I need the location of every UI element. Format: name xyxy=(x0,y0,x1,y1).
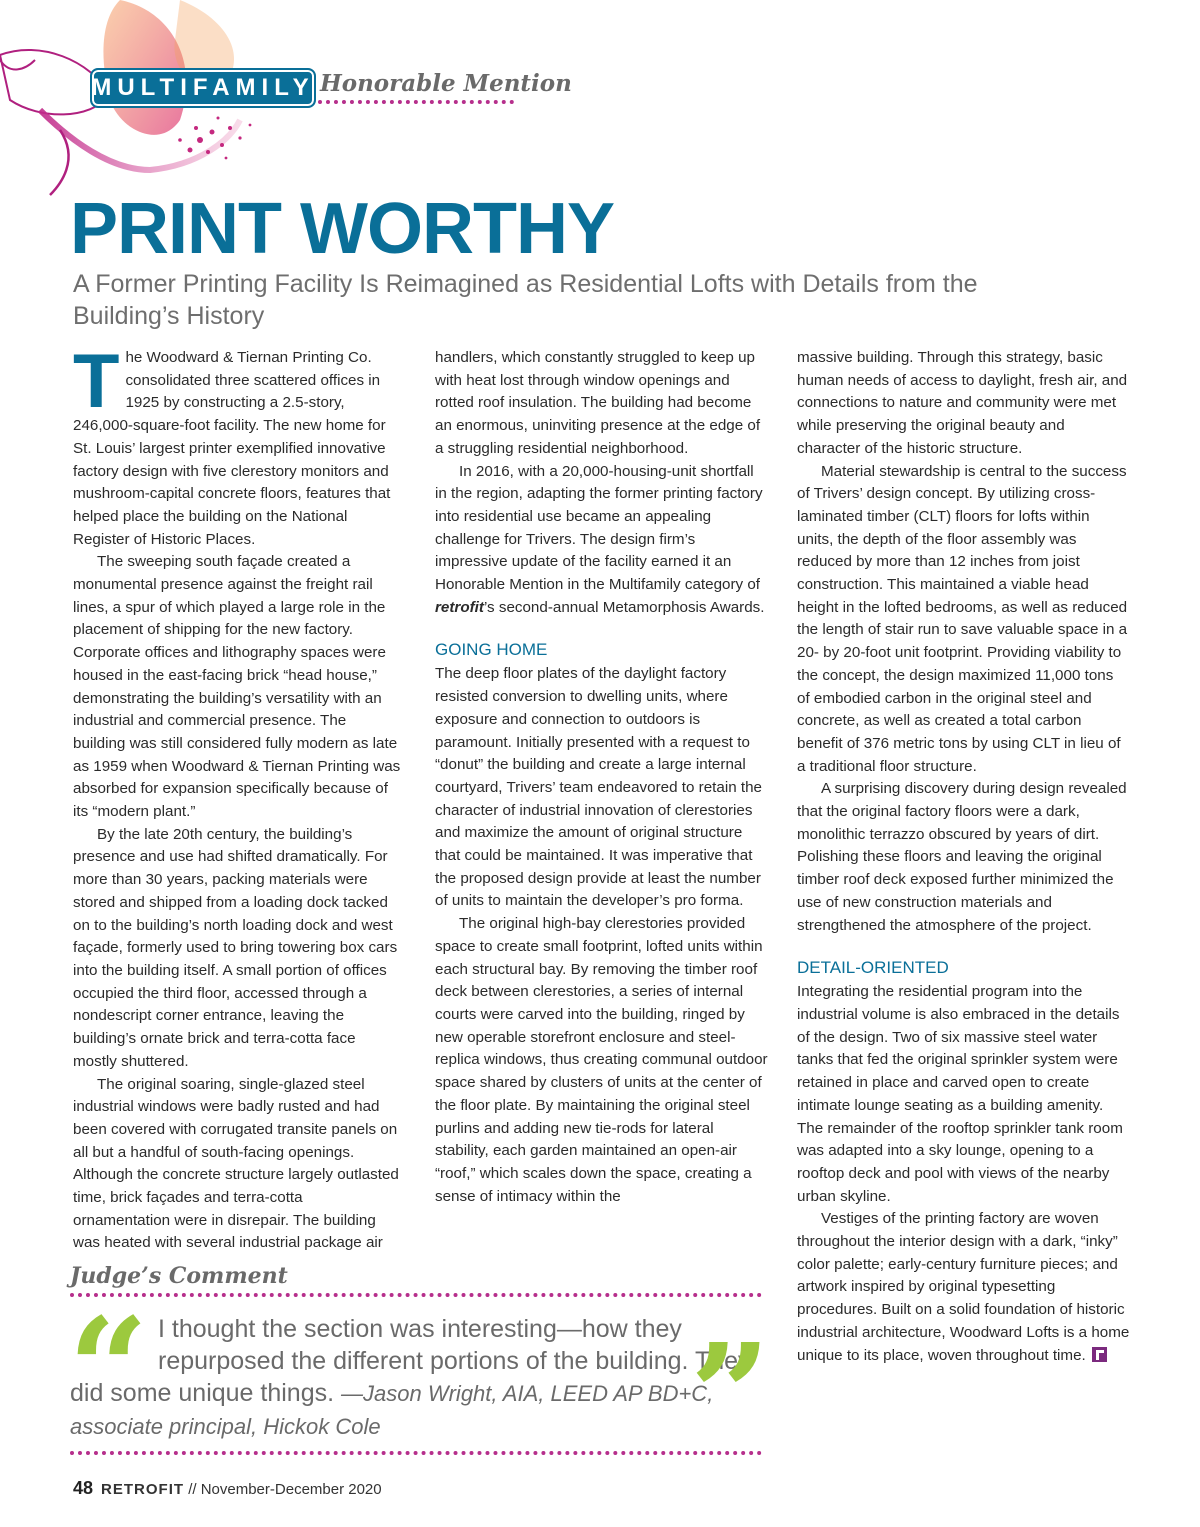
subhead-going-home: GOING HOME xyxy=(435,640,548,660)
paragraph: The sweeping south façade created a monumental presence against the freight rail lines, a spur of which played a large role in the placement of shipping for the new factory. Corporate offices and lithography spaces were housed in the east-facing brick “head house,” demonstrating the building’s versatility with an industrial and commercial presence. The building was still considered fully modern as late as 1959 when Woodward & Tiernan Printing was absorbed for expansion specifically because of its “modern plant.” xyxy=(73,553,401,821)
paragraph: In 2016, with a 20,000-housing-unit shortfall in the region, adapting the former printing factory into residential use became an appealing challenge for Trivers. The design firm’s impressive update of the facility earned it an Honorable Mention in the Multifamily category of retrofit’s second-annual Metamorphosis Awards. xyxy=(435,462,765,616)
award-label: Honorable Mention xyxy=(320,70,572,97)
end-mark-icon xyxy=(1092,1347,1107,1362)
paragraph: Material stewardship is central to the success of Trivers’ design concept. By utilizing cross-laminated timber (CLT) floors for lofts within units, the depth of the floor assembly was reduced by more than 12 inches from joist construction. This maintained a viable head height in the lofted bedrooms, as well as reduced the length of stair run to save valuable space in a 20- by 20-foot unit footprint. Providing viability to the concept, the design maximized 11,000 tons of embodied carbon in the original steel and concrete, as well as created a total carbon benefit of 376 metric tons by using CLT in lieu of a traditional floor structure. xyxy=(797,462,1128,775)
dotted-divider-bottom xyxy=(70,1451,762,1455)
article-title: PRINT WORTHY xyxy=(70,189,614,269)
article-subtitle: A Former Printing Facility Is Reimagined as Residential Lofts with Details from the Building’s History xyxy=(73,270,978,330)
quote-attribution: —Jason Wright, AIA, LEED AP BD+C, associate principal, Hickok Cole xyxy=(70,1381,714,1439)
page-number: 48 xyxy=(73,1478,94,1498)
paragraph: By the late 20th century, the building’s presence and use had shifted dramatically. For more than 30 years, packing materials were stored and shipped from a loading dock tacked on to the building’s north loading dock and west façade, formerly used to bring towering box cars into the building itself. A small portion of offices occupied the third floor, accessed through a nondescript corner entrance, leaving the building’s ornate brick and terra-cotta face mostly shuttered. xyxy=(73,825,398,1070)
page-footer xyxy=(73,1478,382,1499)
column-2 xyxy=(435,347,769,1208)
paragraph: massive building. Through this strategy, basic human needs of access to daylight, fresh air, and connections to nature and community were met while preserving the original beauty and character of the historic structure. xyxy=(797,349,1128,457)
paragraph: The original high-bay clerestories provided space to create small footprint, lofted units within each structural bay. By removing the timber roof deck between clerestories, a series of internal courts were carved into the building, ringed by new operable storefront enclosure and steel-replica windows, thus creating communal outdoor space shared by clusters of units at the center of the floor plate. By maintaining the original steel purlins and adding new tie-rods for lateral stability, each garden maintained an open-air “roof,” which scales down the space, creating a sense of intimacy within the xyxy=(435,915,768,1205)
paragraph: handlers, which constantly struggled to keep up with heat lost through window openings and rotted roof insulation. The building had become an enormous, uninviting presence at the edge of a struggling residential neighborhood. xyxy=(435,349,761,457)
section-label: MULTIFAMILY xyxy=(90,68,316,108)
judge-quote: I thought the section was interesting—how they repurposed the different portions of the building. They did some unique things. —Jason Wright, AIA, LEED AP BD+C, associate principal, Hickok Cole xyxy=(70,1315,751,1439)
paragraph: A surprising discovery during design revealed that the original factory floors were a dark, monolithic terrazzo obscured by years of dirt. Polishing these floors and leaving the original timber roof deck exposed further minimized the use of new construction materials and strengthened the atmosphere of the project. xyxy=(797,780,1127,934)
footer-issue: // November-December 2020 xyxy=(184,1481,382,1498)
paragraph: Vestiges of the printing factory are woven throughout the interior design with a dark, “inky” color palette; early-century furniture pieces; and artwork inspired by original typesetting procedures. Built on a solid foundation of historic industrial architecture, Woodward Lofts is a home unique to its place, woven throughout time. xyxy=(797,1210,1130,1364)
column-3 xyxy=(797,347,1130,1367)
paragraph: The original soaring, single-glazed steel industrial windows were badly rusted and had been covered with corrugated transite panels on all but a handful of south-facing openings. Although the concrete structure largely outlasted time, brick façades and terra-cotta ornamentation were in disrepair. The building was heated with several industrial package air xyxy=(73,1075,399,1252)
column-1 xyxy=(73,339,401,1255)
close-quote-icon: ” xyxy=(690,1314,771,1478)
footer-magazine: RETROFIT xyxy=(101,1481,185,1498)
open-quote-icon: “ xyxy=(68,1288,149,1452)
paragraph: The Woodward & Tiernan Printing Co. consolidated three scattered offices in 1925 by constructing a 2.5-story, 246,000-square-foot facility. The new home for St. Louis’ largest printer exemplified innovative factory design with five clerestory monitors and mushroom-capital concrete floors, features that helped place the building on the National Register of Historic Places. xyxy=(73,339,391,548)
paragraph: The deep floor plates of the daylight factory resisted conversion to dwelling units, where exposure and connection to outdoors is paramount. Initially presented with a request to “donut” the building and create a large internal courtyard, Trivers’ team endeavored to retain the character of industrial innovation of clerestories and maximize the amount of original structure that could be maintained. It was imperative that the proposed design provide at least the number of units to maintain the developer’s pro forma. xyxy=(435,665,762,910)
subhead-detail-oriented: DETAIL-ORIENTED xyxy=(797,958,949,978)
paragraph: Integrating the residential program into the industrial volume is also embraced in the details of the design. Two of six massive steel water tanks that fed the original sprinkler system were retained in place and carved open to create intimate lounge seating as a building amenity. The remainder of the rooftop sprinkler tank room was adapted into a sky lounge, opening to a rooftop deck and pool with views of the nearby urban skyline. xyxy=(797,983,1123,1205)
judge-comment-label: Judge’s Comment xyxy=(70,1263,288,1289)
drop-cap: T xyxy=(73,339,120,424)
dotted-divider-top xyxy=(70,1293,762,1297)
dotted-divider xyxy=(318,100,514,104)
magazine-name: retrofit xyxy=(435,598,484,616)
